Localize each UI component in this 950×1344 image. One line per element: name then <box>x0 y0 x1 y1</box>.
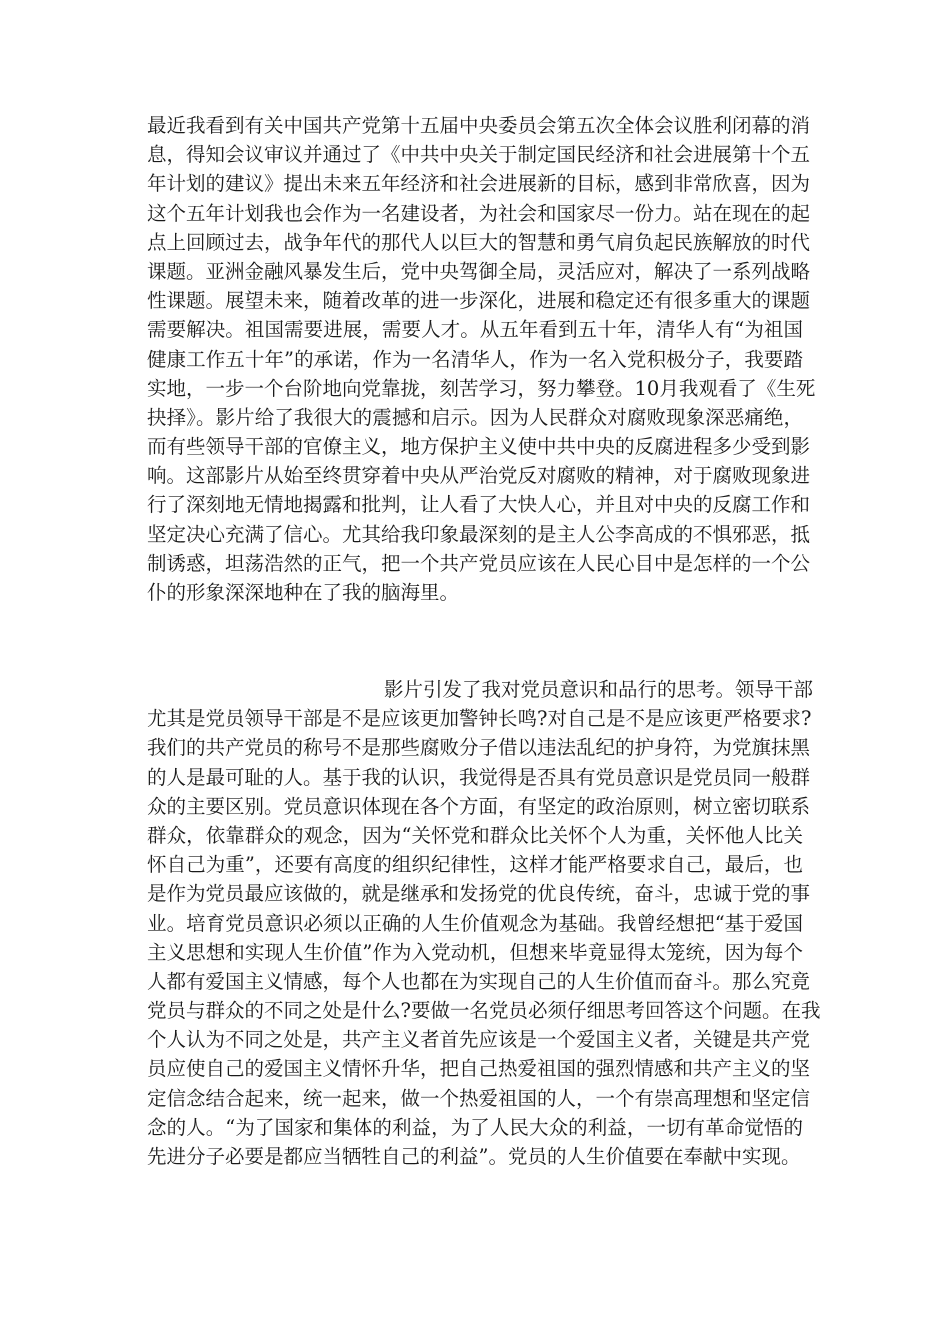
text-line: 员应使自己的爱国主义情怀升华，把自己热爱祖国的强烈情感和共产主义的坚 <box>147 1057 811 1081</box>
text-line: 息，得知会议审议并通过了《中共中央关于制定国民经济和社会进展第十个五 <box>147 143 811 167</box>
text-line: 实地，一步一个台阶地向党靠拢，刻苦学习，努力攀登。10月我观看了《生死 <box>147 376 816 400</box>
text-line: 性课题。展望未来，随着改革的进一步深化，进展和稳定还有很多重大的课题 <box>147 289 811 313</box>
text-line: 制诱惑，坦荡浩然的正气，把一个共产党员应该在人民心目中是怎样的一个公 <box>147 551 811 575</box>
text-line: 响。这部影片从始至终贯穿着中央从严治党反对腐败的精神，对于腐败现象进 <box>147 464 811 488</box>
text-line: 的人是最可耻的人。基于我的认识，我觉得是否具有党员意识是党员同一般群 <box>147 765 811 789</box>
text-line: 抉择》。影片给了我很大的震撼和启示。因为人民群众对腐败现象深恶痛绝， <box>147 405 803 429</box>
text-line: 健康工作五十年”的承诺，作为一名清华人，作为一名入党积极分子，我要踏 <box>147 347 803 371</box>
text-line: 主义思想和实现人生价值”作为入党动机，但想来毕竟显得太笼统，因为每个 <box>147 940 803 964</box>
text-line: 党员与群众的不同之处是什么?要做一名党员必须仔细思考回答这个问题。在我 <box>147 999 821 1023</box>
text-line: 尤其是党员领导干部是不是应该更加警钟长鸣?对自己是不是应该更严格要求? <box>147 707 812 731</box>
text-line: 最近我看到有关中国共产党第十五届中央委员会第五次全体会议胜利闭幕的消 <box>147 114 811 137</box>
text-line: 个人认为不同之处是，共产主义者首先应该是一个爱国主义者，关键是共产党 <box>147 1028 811 1052</box>
text-line: 坚定决心充满了信心。尤其给我印象最深刻的是主人公李高成的不惧邪恶，抵 <box>147 522 811 546</box>
paragraph-1 <box>147 111 816 607</box>
text-line: 这个五年计划我也会作为一名建设者，为社会和国家尽一份力。站在现在的起 <box>147 201 811 225</box>
text-line: 行了深刻地无情地揭露和批判，让人看了大快人心，并且对中央的反腐工作和 <box>147 493 811 517</box>
text-line: 我们的共产党员的称号不是那些腐败分子借以违法乱纪的护身符，为党旗抹黑 <box>147 736 811 760</box>
text-line: 课题。亚洲金融风暴发生后，党中央驾御全局，灵活应对，解决了一系列战略 <box>147 259 811 283</box>
text-line: 念的人。“为了国家和集体的利益，为了人民大众的利益，一切有革命觉悟的 <box>147 1115 803 1139</box>
text-line: 人都有爱国主义情感，每个人也都在为实现自己的人生价值而奋斗。那么究竟 <box>147 969 811 993</box>
text-line: 点上回顾过去，战争年代的那代人以巨大的智慧和勇气肩负起民族解放的时代 <box>147 230 811 254</box>
paragraph-2 <box>147 675 821 1171</box>
text-line: 众的主要区别。党员意识体现在各个方面，有坚定的政治原则，树立密切联系 <box>147 794 811 818</box>
text-line: 业。培育党员意识必须以正确的人生价值观念为基础。我曾经想把“基于爱国 <box>147 911 803 935</box>
text-line: 定信念结合起来，统一起来，做一个热爱祖国的人，一个有崇高理想和坚定信 <box>147 1086 811 1110</box>
text-line: 需要解决。祖国需要进展，需要人才。从五年看到五十年，清华人有“为祖国 <box>147 318 803 342</box>
text-line: 群众，依靠群众的观念，因为“关怀党和群众比关怀个人为重，关怀他人比关 <box>147 823 803 847</box>
text-line: 是作为党员最应该做的，就是继承和发扬党的优良传统，奋斗，忠诚于党的事 <box>147 882 811 906</box>
text-line: 先进分子必要是都应当牺牲自己的利益”。党员的人生价值要在奉献中实现。 <box>147 1145 801 1168</box>
text-line: 影片引发了我对党员意识和品行的思考。领导干部 <box>384 678 814 701</box>
text-line: 仆的形象深深地种在了我的脑海里。 <box>147 581 460 604</box>
text-line: 年计划的建议》提出未来五年经济和社会进展新的目标，感到非常欣喜，因为 <box>147 172 811 196</box>
text-line: 怀自己为重”，还要有高度的组织纪律性，这样才能严格要求自己，最后，也 <box>147 853 803 877</box>
text-line: 而有些领导干部的官僚主义，地方保护主义使中共中央的反腐进程多少受到影 <box>147 435 811 459</box>
